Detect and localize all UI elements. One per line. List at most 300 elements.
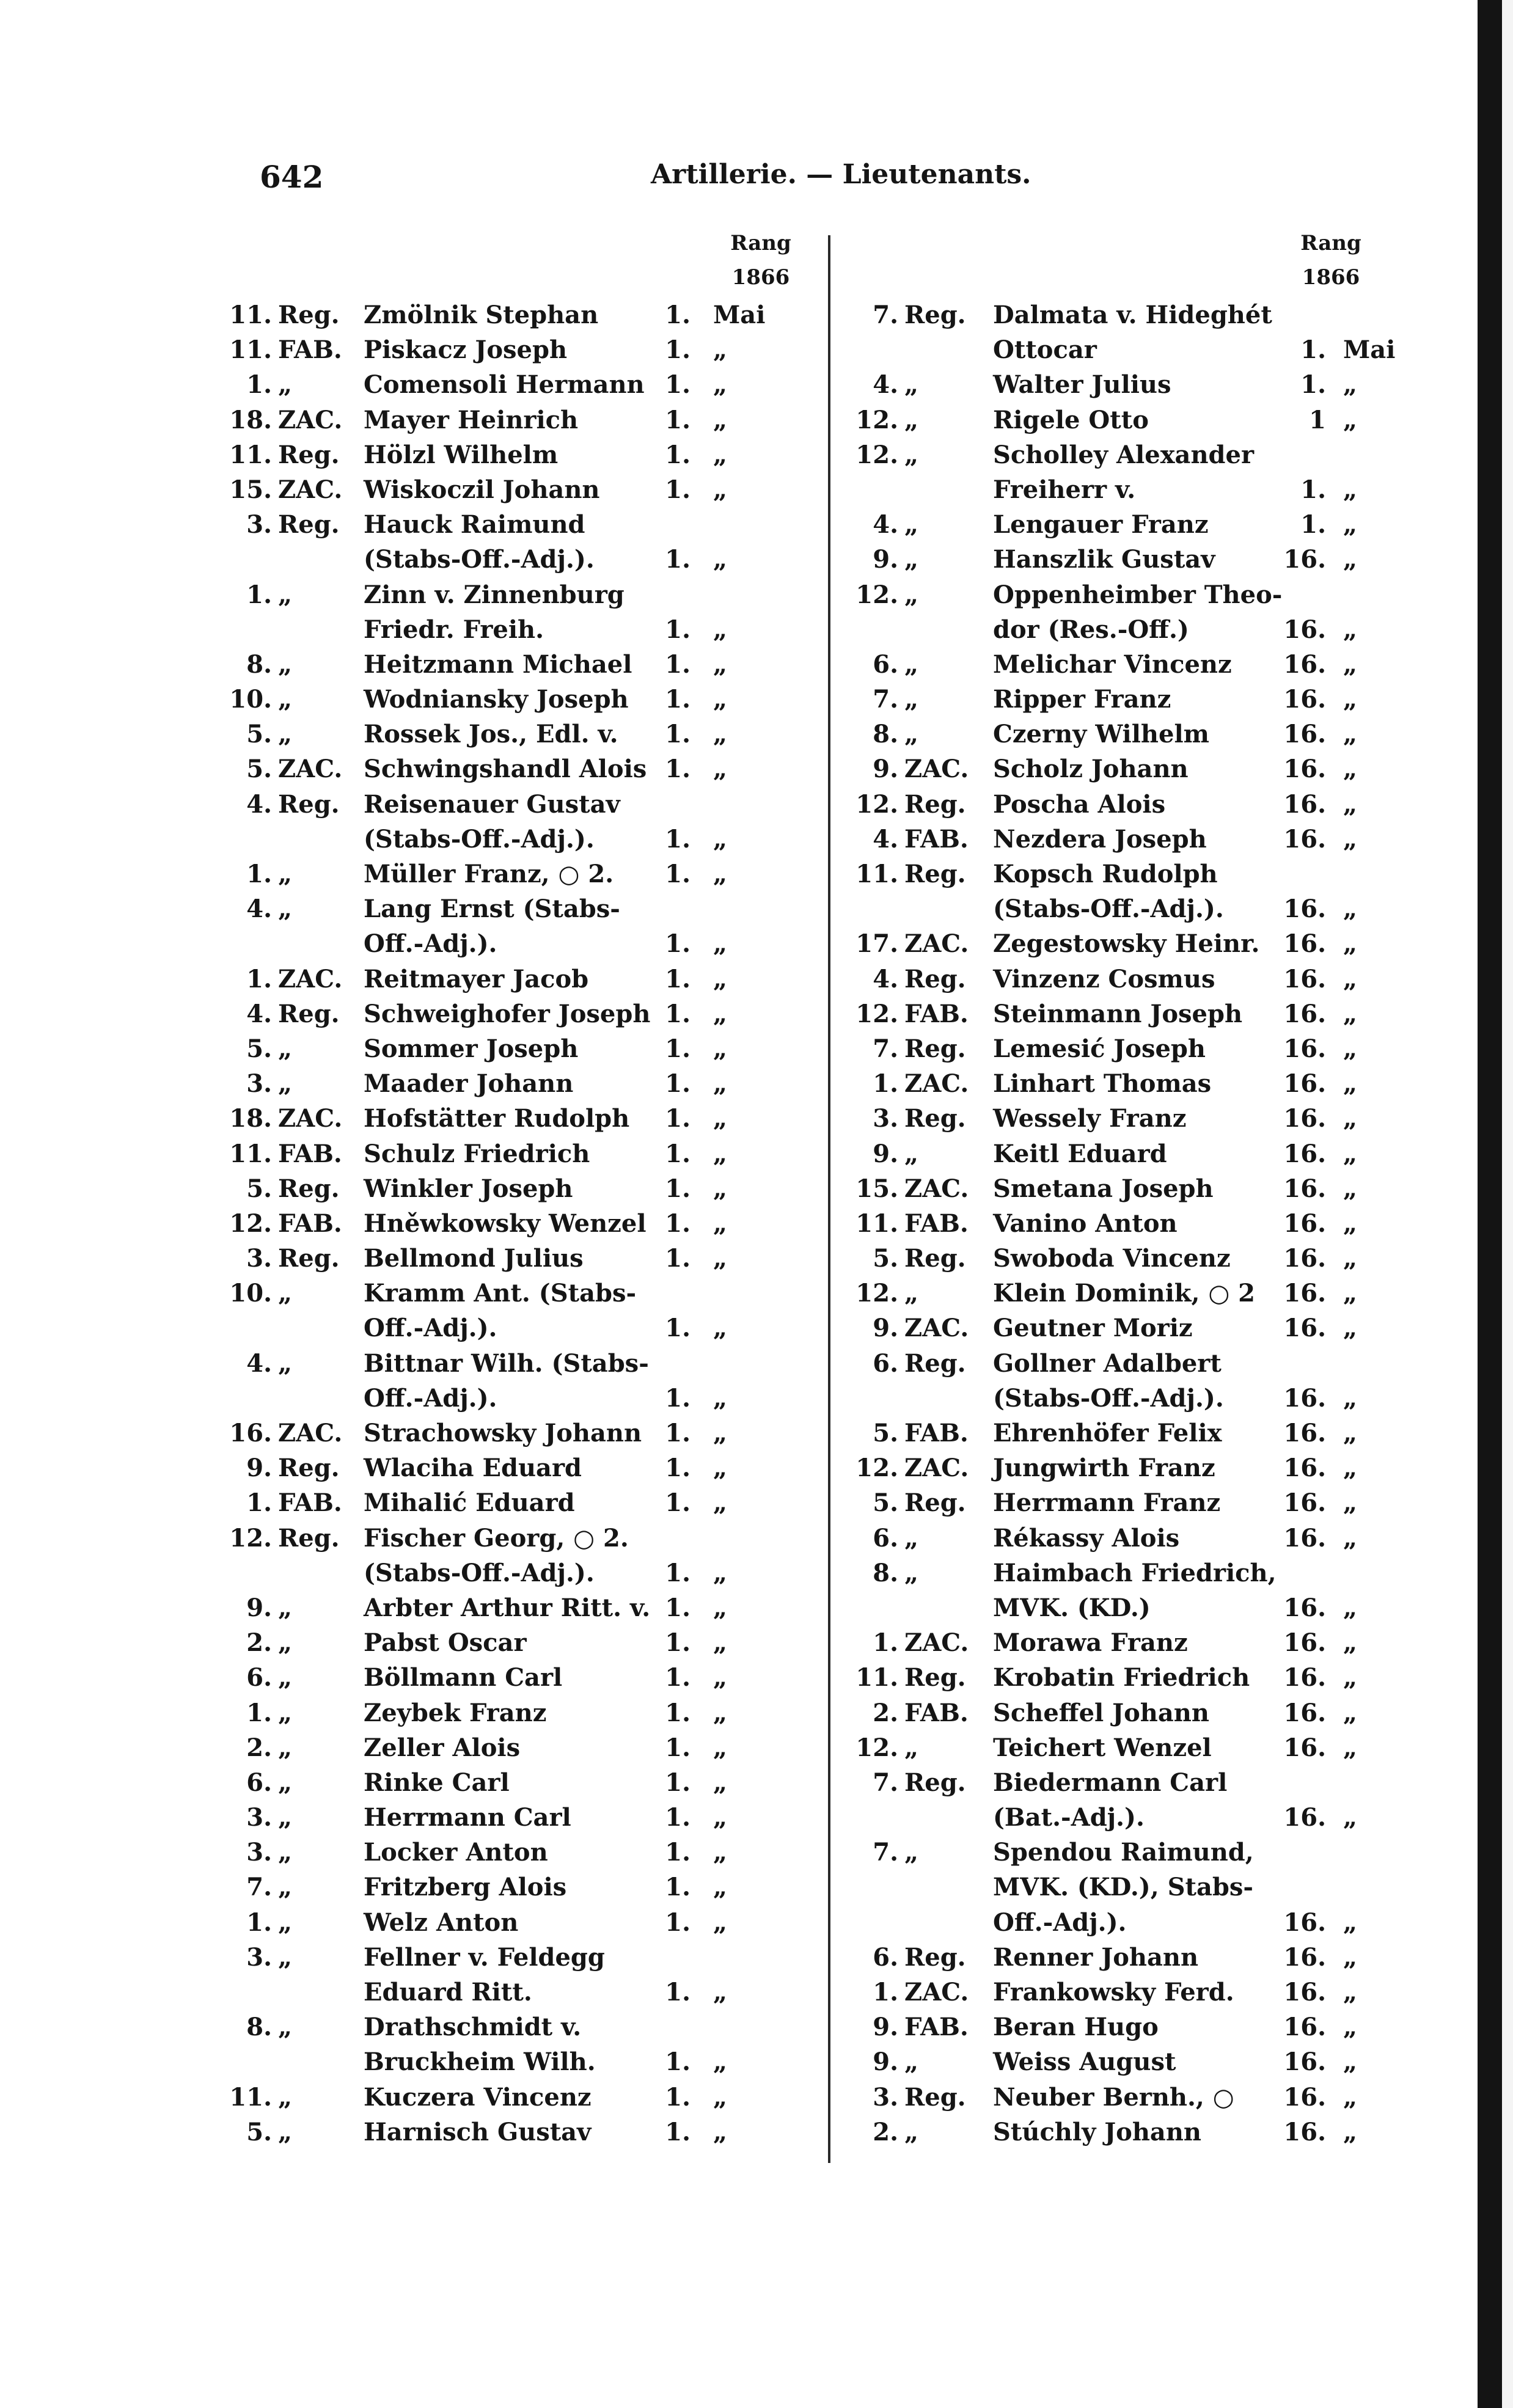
entry-number: 16. [229,1419,272,1447]
rang-day: 16. [1283,1698,1326,1727]
entry-number: 11. [229,301,272,329]
unit-type: „ [278,1034,293,1063]
entry-number: 2. [246,1628,272,1658]
officer-name: Dalmata v. Hideghét [993,301,1272,329]
entry-number: 12. [855,789,898,819]
officer-name: Mihalić Eduard [364,1488,575,1518]
unit-type: „ [278,1733,293,1762]
officer-name: Ottocar [993,335,1097,365]
rang-day: 1. [665,824,691,854]
rang-day: 16. [1283,1488,1326,1518]
rang-month: „ [713,860,728,888]
rang-year: 1866 [731,265,790,290]
rang-month: „ [1343,1908,1358,1937]
entry-number: 1. [873,1069,898,1099]
officer-name: (Bat.-Adj.). [993,1803,1145,1832]
rang-month: „ [713,1209,728,1238]
unit-type: ZAC. [278,475,343,504]
rang-month: „ [713,1733,728,1762]
officer-name: Zinn v. Zinnenburg [364,580,625,609]
rang-day: 1. [665,2082,691,2112]
rang-day: 16. [1283,755,1326,784]
unit-type: Reg. [278,1174,340,1203]
rang-month: „ [1343,789,1358,819]
officer-name: MVK. (KD.), Stabs- [993,1873,1253,1902]
rang-month: „ [713,1244,728,1273]
officer-name: Bellmond Julius [364,1244,584,1273]
officer-name: Gollner Adalbert [993,1349,1222,1378]
rang-month: „ [713,1978,728,2007]
rang-month: „ [713,964,728,994]
officer-name: Böllmann Carl [364,1663,563,1693]
rang-month: „ [1343,1314,1358,1343]
entry-number: 6. [873,1523,898,1553]
officer-name: Friedr. Freih. [364,615,544,644]
rang-month: „ [1343,545,1358,574]
rang-month: „ [713,1838,728,1867]
unit-type: „ [904,685,919,714]
entry-number: 12. [855,1733,898,1762]
unit-type: Reg. [904,1244,966,1273]
unit-type: Reg. [278,301,340,329]
rang-day: 1. [665,1419,691,1447]
rang-day: 16. [1283,1628,1326,1658]
entry-number: 4. [873,510,898,540]
rang-month: „ [1343,1628,1358,1658]
entry-number: 12. [229,1523,272,1553]
entry-number: 5. [873,1488,898,1518]
unit-type: Reg. [278,510,340,540]
officer-name: Fritzberg Alois [364,1873,567,1902]
officer-name: Biedermann Carl [993,1768,1228,1797]
rang-month: „ [1343,510,1358,540]
officer-name: Zeybek Franz [364,1698,547,1727]
entry-number: 5. [246,755,272,784]
unit-type: „ [904,1523,919,1553]
unit-type: „ [278,1873,293,1902]
unit-type: „ [278,650,293,679]
officer-name: Lemesić Joseph [993,1034,1206,1063]
officer-name: Ripper Franz [993,685,1171,714]
unit-type: ZAC. [278,964,343,994]
entry-number: 9. [873,545,898,574]
rang-month: „ [713,440,728,469]
rang-day: 1. [665,1383,691,1413]
unit-type: „ [278,1069,293,1099]
unit-type: Reg. [278,1454,340,1483]
rang-day: 1. [665,335,691,365]
unit-type: Reg. [278,440,340,469]
officer-name: Hölzl Wilhelm [364,440,559,469]
rang-month: „ [713,2117,728,2146]
rang-day: 16. [1283,1419,1326,1447]
officer-name: Vanino Anton [993,1209,1178,1238]
entry-number: 7. [873,1838,898,1867]
entry-number: 7. [873,1034,898,1063]
officer-name: Zegestowsky Heinr. [993,929,1260,959]
unit-type: ZAC. [278,405,343,434]
rang-month: „ [1343,720,1358,749]
entry-number: 6. [873,1349,898,1378]
unit-type: „ [904,405,919,434]
rang-month: „ [1343,1593,1358,1622]
officer-name: Wiskoczil Johann [364,475,600,504]
officer-name: Stúchly Johann [993,2117,1202,2146]
rang-day: 16. [1283,615,1326,644]
rang-month: „ [1343,405,1358,434]
rang-month: „ [1343,929,1358,959]
rang-day: 16. [1283,1034,1326,1063]
entry-number: 11. [229,440,272,469]
entry-number: 6. [873,1942,898,1972]
unit-type: „ [278,1628,293,1658]
rang-day: 16. [1283,1104,1326,1133]
officer-name: Weiss August [993,2048,1176,2077]
rang-month: „ [713,929,728,959]
rang-day: 16. [1283,1314,1326,1343]
officer-name: Rossek Jos., Edl. v. [364,720,618,749]
officer-name: Spendou Raimund, [993,1838,1254,1867]
officer-name: Wessely Franz [993,1104,1187,1133]
entry-number: 3. [246,1069,272,1099]
officer-name: Off.-Adj.). [993,1908,1127,1937]
entry-number: 9. [873,2013,898,2042]
unit-type: „ [904,370,919,400]
rang-label: Rang [1300,231,1361,255]
entry-number: 6. [246,1768,272,1797]
entry-number: 12. [855,999,898,1028]
officer-name: Czerny Wilhelm [993,720,1209,749]
rang-day: 1. [665,440,691,469]
rang-month: „ [1343,1978,1358,2007]
unit-type: ZAC. [904,755,969,784]
unit-type: ZAC. [904,1978,969,2007]
rang-day: 1. [1300,335,1326,365]
officer-name: (Stabs-Off.-Adj.). [993,1383,1224,1413]
officer-name: Swoboda Vincenz [993,1244,1231,1273]
officer-name: Schulz Friedrich [364,1139,590,1168]
unit-type: „ [904,1558,919,1587]
rang-day: 16. [1283,895,1326,924]
entry-number: 12. [855,405,898,434]
officer-name: Renner Johann [993,1942,1199,1972]
rang-month: „ [1343,475,1358,504]
entry-number: 9. [873,1139,898,1168]
entry-number: 15. [855,1174,898,1203]
entry-number: 2. [246,1733,272,1762]
unit-type: „ [278,580,293,609]
rang-month: „ [1343,1279,1358,1308]
rang-month: „ [713,475,728,504]
unit-type: „ [278,1663,293,1693]
rang-day: 16. [1283,1733,1326,1762]
rang-month: „ [1343,1942,1358,1972]
entry-number: 1. [246,580,272,609]
unit-type: Reg. [904,1942,966,1972]
rang-month: „ [713,1034,728,1063]
rang-month: „ [713,1593,728,1622]
rang-month: „ [1343,895,1358,924]
rang-day: 1. [665,1803,691,1832]
officer-name: Herrmann Carl [364,1803,571,1832]
entry-number: 8. [873,720,898,749]
unit-type: ZAC. [904,1314,969,1343]
rang-day: 16. [1283,685,1326,714]
entry-number: 4. [246,999,272,1028]
scan-edge [1502,0,1513,2408]
unit-type: FAB. [278,1488,342,1518]
rang-day: 1. [665,2117,691,2146]
entry-number: 5. [873,1244,898,1273]
rang-month: „ [713,650,728,679]
rang-day: 1. [665,1908,691,1937]
entry-number: 9. [246,1593,272,1622]
unit-type: FAB. [278,1139,342,1168]
unit-type: ZAC. [904,1069,969,1099]
rang-day: 1. [665,650,691,679]
unit-type: FAB. [278,335,342,365]
rang-day: 16. [1283,1139,1326,1168]
officer-name: Müller Franz, ○ 2. [364,860,614,888]
unit-type: FAB. [904,2013,969,2042]
officer-name: MVK. (KD.) [993,1593,1151,1622]
officer-name: Bruckheim Wilh. [364,2048,596,2077]
officer-name: dor (Res.-Off.) [993,615,1189,644]
rang-month: „ [1343,1523,1358,1553]
unit-type: FAB. [904,1419,969,1447]
rang-day: 16. [1283,720,1326,749]
entry-number: 7. [873,1768,898,1797]
rang-month: „ [713,370,728,400]
rang-month: „ [713,824,728,854]
rang-day: 16. [1283,1279,1326,1308]
rang-month: „ [713,1488,728,1518]
rang-month: „ [713,1558,728,1587]
unit-type: „ [278,2013,293,2042]
entry-number: 7. [873,685,898,714]
rang-month: „ [713,720,728,749]
unit-type: ZAC. [904,929,969,959]
unit-type: „ [278,2082,293,2112]
unit-type: Reg. [904,1663,966,1693]
entry-number: 12. [855,1279,898,1308]
entry-number: 17. [855,929,898,959]
officer-name: Hauck Raimund [364,510,585,540]
unit-type: „ [278,370,293,400]
officer-name: Schweighofer Joseph [364,999,651,1028]
rang-month: „ [1343,1488,1358,1518]
officer-name: Fischer Georg, ○ 2. [364,1523,629,1553]
rang-day: 16. [1283,1383,1326,1413]
unit-type: Reg. [278,1523,340,1553]
entry-number: 4. [246,1349,272,1378]
officer-name: Scheffel Johann [993,1698,1209,1727]
rang-month: „ [1343,755,1358,784]
unit-type: „ [904,2117,919,2146]
unit-type: Reg. [904,964,966,994]
unit-type: „ [904,545,919,574]
officer-name: Drathschmidt v. [364,2013,582,2042]
officer-name: Kuczera Vincenz [364,2082,592,2112]
officer-name: Winkler Joseph [364,1174,573,1203]
rang-day: 1. [665,929,691,959]
rang-month: „ [1343,615,1358,644]
entry-number: 9. [873,2048,898,2077]
rang-label: Rang [730,231,791,255]
rang-day: 1. [665,2048,691,2077]
unit-type: „ [904,2048,919,2077]
rang-month: „ [713,1768,728,1797]
scan-border [1478,0,1502,2408]
entry-number: 9. [873,755,898,784]
entry-number: 18. [229,405,272,434]
rang-month: „ [713,2082,728,2112]
unit-type: Reg. [904,301,966,329]
page-title: Artillerie. — Lieutenants. [651,159,1031,190]
entry-number: 4. [246,895,272,924]
rang-month: Mai [713,301,766,329]
officer-name: Locker Anton [364,1838,548,1867]
rang-day: 16. [1283,1978,1326,2007]
rang-year: 1866 [1302,265,1360,290]
officer-name: Reitmayer Jacob [364,964,589,994]
officer-name: Beran Hugo [993,2013,1159,2042]
officer-name: Linhart Thomas [993,1069,1212,1099]
entry-number: 3. [873,2082,898,2112]
unit-type: ZAC. [278,1419,343,1447]
unit-type: Reg. [904,1488,966,1518]
rang-day: 16. [1283,1593,1326,1622]
rang-day: 1. [665,1104,691,1133]
rang-day: 1. [1300,475,1326,504]
entry-number: 4. [873,964,898,994]
entry-number: 1. [246,1488,272,1518]
unit-type: FAB. [904,1698,969,1727]
rang-month: „ [713,1069,728,1099]
entry-number: 7. [873,301,898,329]
unit-type: „ [904,650,919,679]
officer-name: Harnisch Gustav [364,2117,592,2146]
officer-name: Arbter Arthur Ritt. v. [364,1593,651,1622]
rang-month: „ [1343,1419,1358,1447]
officer-name: Strachowsky Johann [364,1419,642,1447]
officer-name: Schwingshandl Alois [364,755,647,784]
rang-month: „ [713,1803,728,1832]
rang-day: 16. [1283,650,1326,679]
rang-day: 1. [665,1593,691,1622]
rang-day: 1. [665,720,691,749]
rang-month: „ [713,1663,728,1693]
rang-day: 1. [1300,510,1326,540]
rang-month: „ [1343,1663,1358,1693]
unit-type: Reg. [904,860,966,888]
officer-name: Morawa Franz [993,1628,1188,1658]
rang-day: 1 [1309,405,1326,434]
rang-month: „ [713,1873,728,1902]
officer-name: Keitl Eduard [993,1139,1167,1168]
officer-name: Heitzmann Michael [364,650,632,679]
officer-name: Scholz Johann [993,755,1189,784]
officer-name: Welz Anton [364,1908,519,1937]
entry-number: 1. [246,370,272,400]
entry-number: 3. [246,1244,272,1273]
rang-month: „ [713,685,728,714]
officer-name: Kramm Ant. (Stabs- [364,1279,637,1308]
rang-month: „ [713,999,728,1028]
rang-day: 1. [665,1069,691,1099]
entry-number: 7. [246,1873,272,1902]
entry-number: 11. [855,860,898,888]
officer-name: Frankowsky Ferd. [993,1978,1234,2007]
officer-name: Maader Johann [364,1069,574,1099]
officer-name: Zmölnik Stephan [364,301,599,329]
officer-name: Herrmann Franz [993,1488,1221,1518]
rang-day: 1. [665,1558,691,1587]
officer-name: Off.-Adj.). [364,1383,497,1413]
officer-name: Poscha Alois [993,789,1166,819]
rang-day: 16. [1283,789,1326,819]
entry-number: 18. [229,1104,272,1133]
entry-number: 1. [873,1978,898,2007]
rang-month: „ [1343,2117,1358,2146]
rang-day: 1. [665,1838,691,1867]
officer-name: Off.-Adj.). [364,1314,497,1343]
officer-name: Rinke Carl [364,1768,510,1797]
page-number: 642 [260,159,324,195]
rang-month: „ [1343,1139,1358,1168]
officer-name: Klein Dominik, ○ 2 [993,1279,1256,1308]
officer-name: Haimbach Friedrich, [993,1558,1277,1587]
unit-type: „ [904,1279,919,1308]
rang-month: Mai [1343,335,1396,365]
unit-type: „ [904,720,919,749]
rang-day: 16. [1283,964,1326,994]
officer-name: Freiherr v. [993,475,1136,504]
rang-day: 1. [665,1628,691,1658]
entry-number: 12. [855,440,898,469]
officer-name: Nezdera Joseph [993,824,1207,854]
rang-day: 1. [665,755,691,784]
rang-day: 16. [1283,1069,1326,1099]
rang-month: „ [1343,1209,1358,1238]
officer-name: Wodniansky Joseph [364,685,629,714]
rang-day: 16. [1283,2082,1326,2112]
entry-number: 5. [246,1034,272,1063]
unit-type: FAB. [904,1209,969,1238]
rang-day: 1. [665,999,691,1028]
column-divider [828,235,830,2163]
rang-month: „ [1343,1034,1358,1063]
rang-month: „ [1343,1244,1358,1273]
officer-name: Rigele Otto [993,405,1149,434]
rang-month: „ [1343,1733,1358,1762]
entry-number: 1. [873,1628,898,1658]
entry-number: 4. [246,789,272,819]
officer-name: Krobatin Friedrich [993,1663,1250,1693]
entry-number: 3. [246,1803,272,1832]
unit-type: „ [904,1838,919,1867]
rang-month: „ [1343,1383,1358,1413]
entry-number: 5. [873,1419,898,1447]
rang-month: „ [1343,1803,1358,1832]
rang-day: 16. [1283,2117,1326,2146]
rang-month: „ [713,1698,728,1727]
unit-type: „ [278,860,293,888]
officer-name: Scholley Alexander [993,440,1255,469]
entry-number: 12. [855,1454,898,1483]
rang-day: 16. [1283,1663,1326,1693]
entry-number: 2. [873,2117,898,2146]
